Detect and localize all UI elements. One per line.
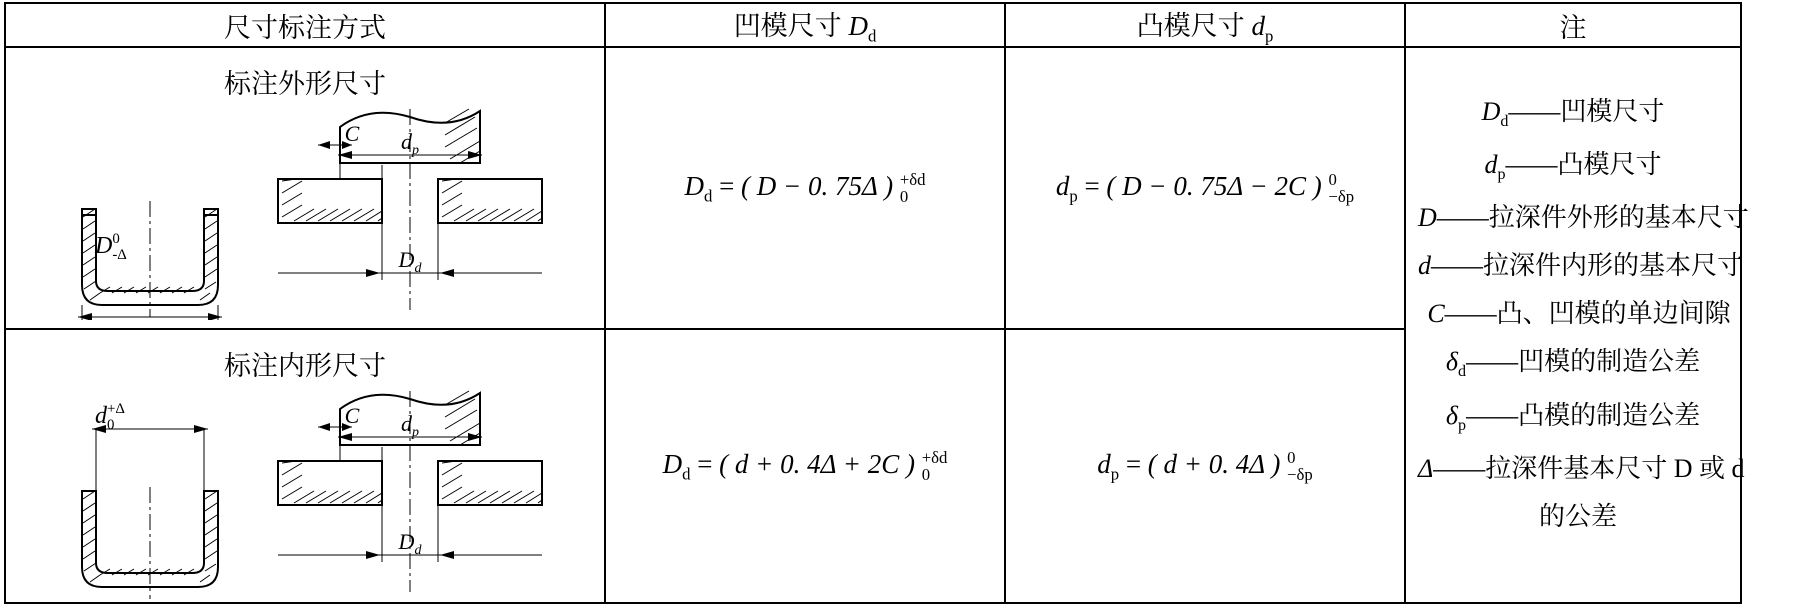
note-item-3: [1406, 251, 1744, 281]
table-row-outer: [5, 47, 1741, 329]
formula-punch-inner-body: ( d + 0. 4Δ ): [1147, 448, 1281, 479]
cell-method-inner: [5, 329, 605, 603]
label-D-outer-tol-bot: -Δ: [112, 246, 127, 263]
label-D-outer: D: [95, 233, 113, 260]
note-symbol-6: δ: [1445, 400, 1458, 430]
header-die-text: 凹模尺寸: [733, 11, 842, 41]
formula-die-inner: $D_d$ = ( d + 0. 4Δ + 2C ) +δd 0: [662, 447, 948, 485]
formula-die-outer-tolerance: [900, 171, 926, 206]
label-Dd-outer: $D_d$: [398, 247, 422, 277]
formula-die-inner-body: ( d + 0. 4Δ + 2C ): [719, 448, 915, 479]
header-punch-text: 凸模尺寸: [1136, 11, 1245, 41]
note-item-7: [1406, 454, 1745, 484]
label-Dd-inner: $D_d$: [398, 529, 422, 559]
dimension-spec-table: [4, 2, 1749, 604]
formula-die-inner-tol-bot: 0: [921, 465, 931, 485]
label-D-outer-tol-top: 0: [112, 231, 120, 247]
formula-punch-inner-tolerance: [1287, 449, 1313, 484]
note-text-1: ——凸模尺寸: [1505, 150, 1662, 180]
note-item-8: [1406, 504, 1740, 530]
label-d-tolerance-inner: [95, 402, 125, 433]
note-subscript-1: p: [1497, 166, 1506, 184]
note-item-2: [1406, 203, 1749, 233]
note-symbol-2: D: [1418, 203, 1437, 233]
formula-die-inner-tol-top: +δd: [921, 447, 948, 467]
cell-punch-formula-outer: [1005, 47, 1405, 329]
header-note: 注: [1405, 3, 1741, 47]
formula-die-outer-tol-top: +δd: [899, 169, 926, 189]
label-C-outer: C: [344, 121, 360, 147]
note-subscript-5: d: [1458, 363, 1467, 381]
formula-die-outer: $D_d$ = ( D − 0. 75Δ ) +δd 0: [684, 169, 926, 207]
formula-punch-outer-tolerance: [1328, 171, 1354, 206]
cell-die-formula-inner: [605, 329, 1005, 603]
note-item-5: [1406, 349, 1740, 380]
note-text-3: ——拉深件内形的基本尺寸: [1431, 251, 1744, 281]
formula-punch-inner-lhs: d: [1097, 448, 1111, 479]
cell-punch-formula-inner: [1005, 329, 1405, 603]
header-punch-size: [1005, 3, 1405, 47]
note-text-7: ——拉深件基本尺寸 D 或 d: [1433, 454, 1745, 484]
header-punch-symbol: d: [1251, 11, 1265, 41]
method-label-outer: 标注外形尺寸: [224, 69, 386, 100]
formula-die-outer-tol-bot: 0: [899, 187, 909, 207]
note-item-0: [1406, 96, 1740, 130]
label-d-inner-tol-bot: 0: [107, 416, 115, 433]
label-D-tolerance-outer: [95, 232, 127, 263]
die-punch-section-inner-icon: [260, 387, 560, 602]
label-C-inner: C: [344, 403, 360, 429]
note-item-6: [1406, 400, 1740, 434]
note-text-0: ——凹模尺寸: [1508, 96, 1665, 126]
header-die-subscript: d: [867, 26, 877, 46]
note-symbol-7: Δ: [1418, 454, 1434, 484]
part-outline-outer-icon: [50, 105, 250, 320]
note-text-5: ——凹模的制造公差: [1466, 347, 1701, 377]
method-label-inner: 标注内形尺寸: [224, 351, 386, 382]
label-dp-inner: $d_p$: [401, 411, 419, 441]
formula-punch-outer-lhs-sub: p: [1069, 186, 1078, 206]
note-text-4: ——凸、凹模的单边间隙: [1444, 299, 1731, 329]
note-symbol-3: d: [1418, 251, 1431, 281]
formula-die-inner-lhs-sub: d: [682, 464, 691, 484]
formula-punch-inner-tol-top: 0: [1287, 447, 1296, 467]
figure-outer: [6, 105, 604, 320]
cell-notes: [1405, 47, 1749, 603]
formula-die-outer-lhs: D: [684, 170, 704, 201]
label-D-outer-tolerance: [112, 232, 127, 263]
formula-die-inner-lhs: D: [662, 448, 683, 479]
header-method: 尺寸标注方式: [5, 3, 605, 47]
note-symbol-1: d: [1484, 150, 1498, 180]
header-die-symbol: D: [848, 11, 868, 41]
note-symbol-4: C: [1427, 299, 1445, 329]
part-outline-inner-icon: [50, 387, 250, 602]
formula-punch-outer-tol-top: 0: [1328, 169, 1337, 189]
header-die-size: [605, 3, 1005, 47]
formula-die-outer-lhs-sub: d: [703, 186, 713, 206]
cell-method-outer: [5, 47, 605, 329]
formula-punch-outer-lhs: d: [1055, 170, 1070, 201]
note-subscript-0: d: [1500, 112, 1509, 130]
formula-punch-inner-tol-bot: −δp: [1287, 465, 1313, 485]
die-punch-section-outer-icon: [260, 105, 560, 320]
label-d-inner: d: [95, 403, 107, 430]
label-dp-outer: $d_p$: [401, 129, 419, 159]
note-text-8: 的公差: [1538, 502, 1617, 532]
note-subscript-6: p: [1458, 416, 1467, 434]
note-symbol-5: δ: [1445, 347, 1458, 377]
formula-punch-outer-tol-bot: −δp: [1328, 187, 1355, 207]
note-text-2: ——拉深件外形的基本尺寸: [1436, 203, 1749, 233]
formula-punch-inner-lhs-sub: p: [1110, 464, 1120, 484]
formula-die-inner-tolerance: [922, 449, 948, 484]
note-text-6: ——凸模的制造公差: [1466, 400, 1701, 430]
note-item-4: [1406, 301, 1740, 327]
label-d-inner-tol-top: +Δ: [107, 401, 125, 417]
cell-die-formula-outer: [605, 47, 1005, 329]
formula-die-outer-body: ( D − 0. 75Δ ): [741, 170, 894, 201]
table-header-row: [5, 3, 1741, 47]
table-page: [0, 2, 1806, 615]
label-d-inner-tolerance: [107, 402, 125, 433]
formula-punch-outer: $d_p$ = ( D − 0. 75Δ − 2C ) 0 −δp: [1055, 169, 1355, 207]
note-symbol-0: D: [1481, 96, 1501, 126]
note-item-1: [1406, 152, 1740, 183]
header-punch-subscript: p: [1264, 26, 1274, 46]
formula-punch-outer-body: ( D − 0. 75Δ − 2C ): [1106, 170, 1322, 201]
formula-punch-inner: $d_p$ = ( d + 0. 4Δ ) 0 −δp: [1097, 447, 1313, 485]
